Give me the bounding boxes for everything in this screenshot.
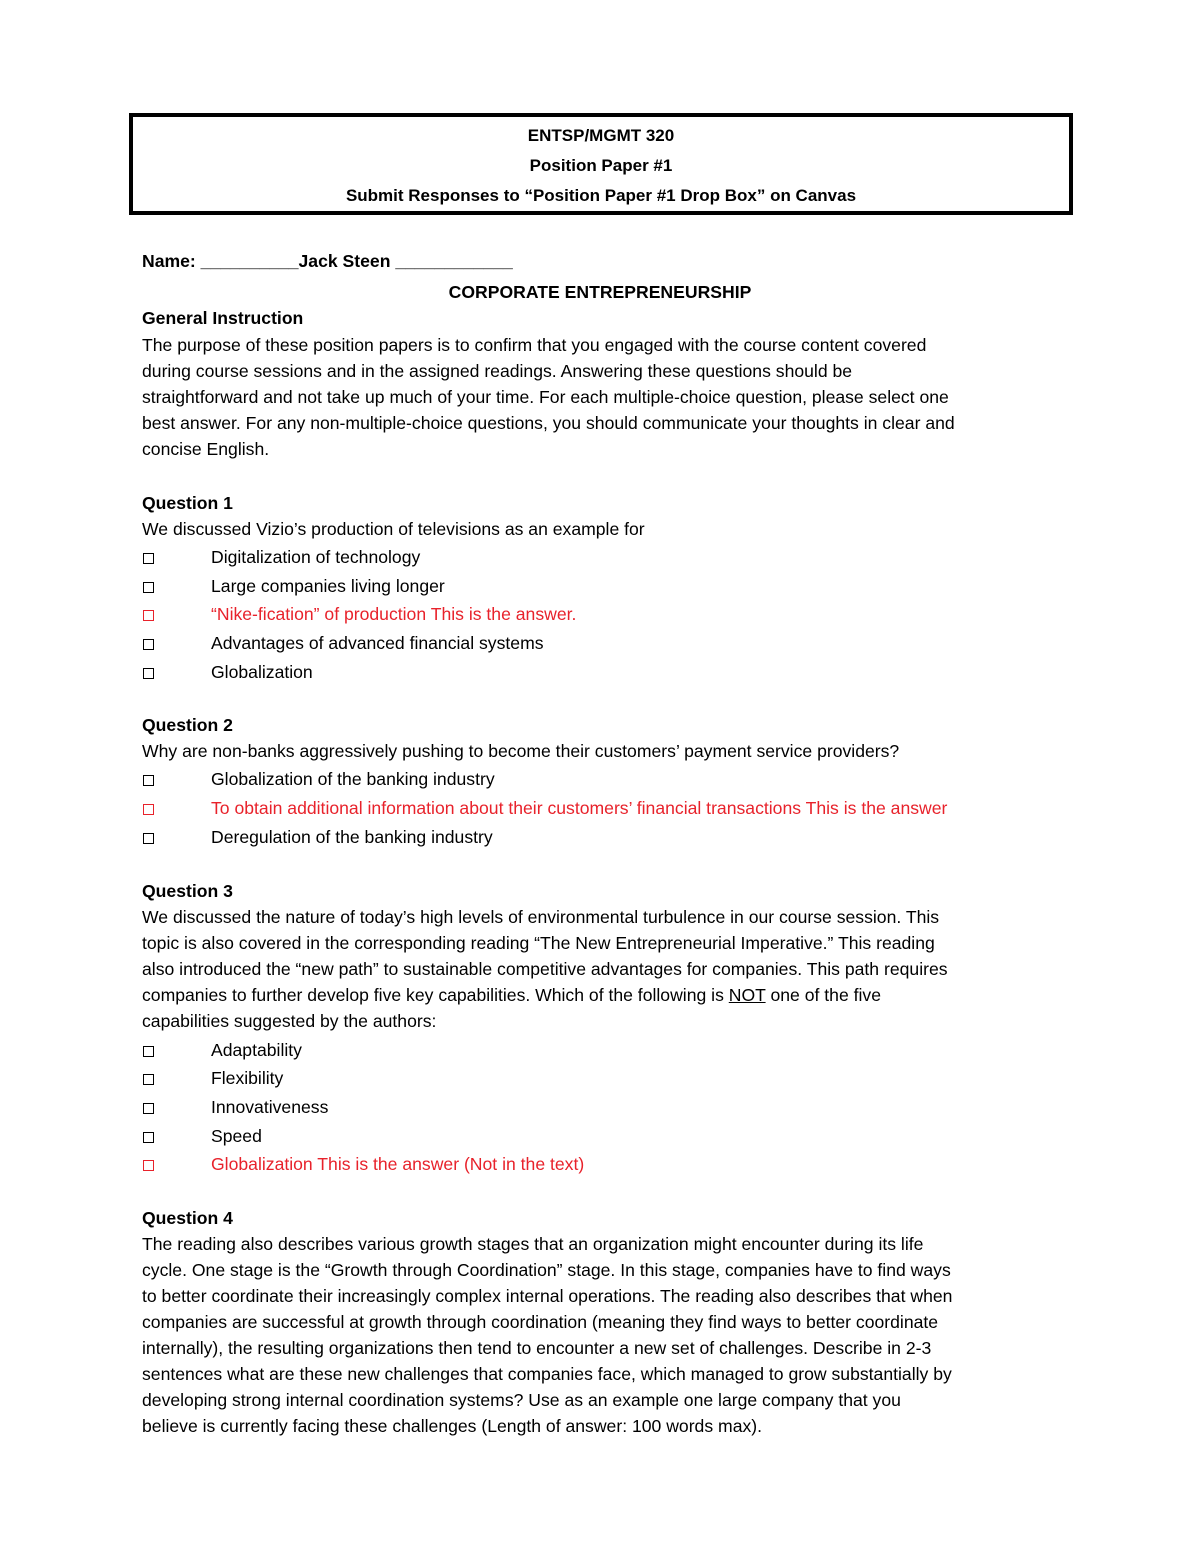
checkbox-icon[interactable]	[143, 1103, 154, 1114]
question-4-line: companies are successful at growth through coordination (meaning they find ways to better coordinate	[142, 1312, 939, 1332]
option-label: Speed	[211, 1126, 262, 1146]
header-box	[129, 113, 1073, 215]
question-4-line: internally), the resulting organizations then tend to encounter a new set of challenges. Describe in 2-3	[142, 1338, 932, 1358]
name-value: __________Jack Steen ____________	[200, 251, 513, 271]
option-label: Flexibility	[211, 1068, 284, 1088]
checkbox-icon[interactable]	[143, 1160, 154, 1171]
checkbox-icon[interactable]	[143, 804, 154, 815]
q2-option[interactable]	[142, 824, 1062, 850]
option-label: Innovativeness	[211, 1097, 329, 1117]
q3-option[interactable]	[142, 1037, 1062, 1063]
document-title: CORPORATE ENTREPRENEURSHIP	[448, 282, 752, 302]
q3-option[interactable]	[142, 1123, 1062, 1149]
instruction-line: during course sessions and in the assigned readings. Answering these questions should be	[142, 361, 853, 381]
q2-option-answer[interactable]	[142, 795, 1062, 821]
question-1-heading: Question 1	[142, 493, 233, 513]
option-label: To obtain additional information about their customers’ financial transactions This is the answer	[211, 798, 948, 818]
question-2-prompt: Why are non-banks aggressively pushing to become their customers’ payment service providers?	[142, 741, 900, 761]
course-code: ENTSP/MGMT 320	[527, 126, 675, 145]
option-label: Globalization of the banking industry	[211, 769, 495, 789]
q1-option[interactable]	[142, 573, 1062, 599]
question-1-prompt: We discussed Vizio’s production of televisions as an example for	[142, 519, 645, 539]
q1-option[interactable]	[142, 544, 1062, 570]
not-emphasis: NOT	[728, 985, 766, 1005]
name-line	[142, 248, 513, 274]
instruction-line: The purpose of these position papers is to confirm that you engaged with the course content covered	[142, 335, 927, 355]
checkbox-icon[interactable]	[143, 775, 154, 786]
question-3-line: topic is also covered in the corresponding reading “The New Entrepreneurial Imperative.” This reading	[142, 933, 935, 953]
q2-option[interactable]	[142, 766, 1062, 792]
instruction-line: concise English.	[142, 439, 270, 459]
question-3-line: We discussed the nature of today’s high levels of environmental turbulence in our course session. This	[142, 907, 940, 927]
option-label: Globalization	[211, 662, 313, 682]
question-4-heading: Question 4	[142, 1208, 233, 1228]
question-4-line: believe is currently facing these challenges (Length of answer: 100 words max).	[142, 1416, 763, 1436]
paper-title: Position Paper #1	[529, 156, 673, 175]
question-4-line: The reading also describes various growth stages that an organization might encounter during its life	[142, 1234, 924, 1254]
question-3-heading: Question 3	[142, 881, 233, 901]
q1-option[interactable]	[142, 630, 1062, 656]
question-3-line	[142, 982, 881, 1008]
submit-instruction: Submit Responses to “Position Paper #1 Drop Box” on Canvas	[345, 186, 857, 205]
option-label: Deregulation of the banking industry	[211, 827, 493, 847]
checkbox-icon[interactable]	[143, 668, 154, 679]
checkbox-icon[interactable]	[143, 1046, 154, 1057]
question-3-line-text: one of the five	[765, 985, 882, 1005]
checkbox-icon[interactable]	[143, 582, 154, 593]
checkbox-icon[interactable]	[143, 639, 154, 650]
option-label: “Nike-fication” of production This is the answer.	[211, 604, 577, 624]
checkbox-icon[interactable]	[143, 833, 154, 844]
option-label: Large companies living longer	[211, 576, 445, 596]
instruction-line: straightforward and not take up much of your time. For each multiple-choice question, please select one	[142, 387, 949, 407]
checkbox-icon[interactable]	[143, 610, 154, 621]
question-3-line-text: companies to further develop five key capabilities. Which of the following is	[142, 985, 729, 1005]
general-instruction-heading: General Instruction	[142, 308, 304, 328]
question-4-line: to better coordinate their increasingly complex internal operations. The reading also describes that when	[142, 1286, 953, 1306]
checkbox-icon[interactable]	[143, 1074, 154, 1085]
name-label: Name:	[142, 251, 196, 271]
question-4-line: sentences what are these new challenges that companies face, which managed to grow substantially by	[142, 1364, 952, 1384]
q3-option-answer[interactable]	[142, 1151, 1062, 1177]
option-label: Adaptability	[211, 1040, 302, 1060]
q1-option-answer[interactable]	[142, 601, 1062, 627]
q1-option[interactable]	[142, 659, 1062, 685]
question-4-line: developing strong internal coordination systems? Use as an example one large company that you	[142, 1390, 901, 1410]
option-label: Globalization This is the answer (Not in the text)	[211, 1154, 585, 1174]
question-3-line: capabilities suggested by the authors:	[142, 1011, 437, 1031]
option-label: Advantages of advanced financial systems	[211, 633, 544, 653]
option-label: Digitalization of technology	[211, 547, 421, 567]
checkbox-icon[interactable]	[143, 1132, 154, 1143]
instruction-line: best answer. For any non-multiple-choice questions, you should communicate your thoughts in clear and	[142, 413, 955, 433]
question-2-heading: Question 2	[142, 715, 233, 735]
q3-option[interactable]	[142, 1094, 1062, 1120]
question-4-line: cycle. One stage is the “Growth through Coordination” stage. In this stage, companies have to find ways	[142, 1260, 951, 1280]
q3-option[interactable]	[142, 1065, 1062, 1091]
question-3-line: also introduced the “new path” to sustainable competitive advantages for companies. This path requires	[142, 959, 948, 979]
checkbox-icon[interactable]	[143, 553, 154, 564]
